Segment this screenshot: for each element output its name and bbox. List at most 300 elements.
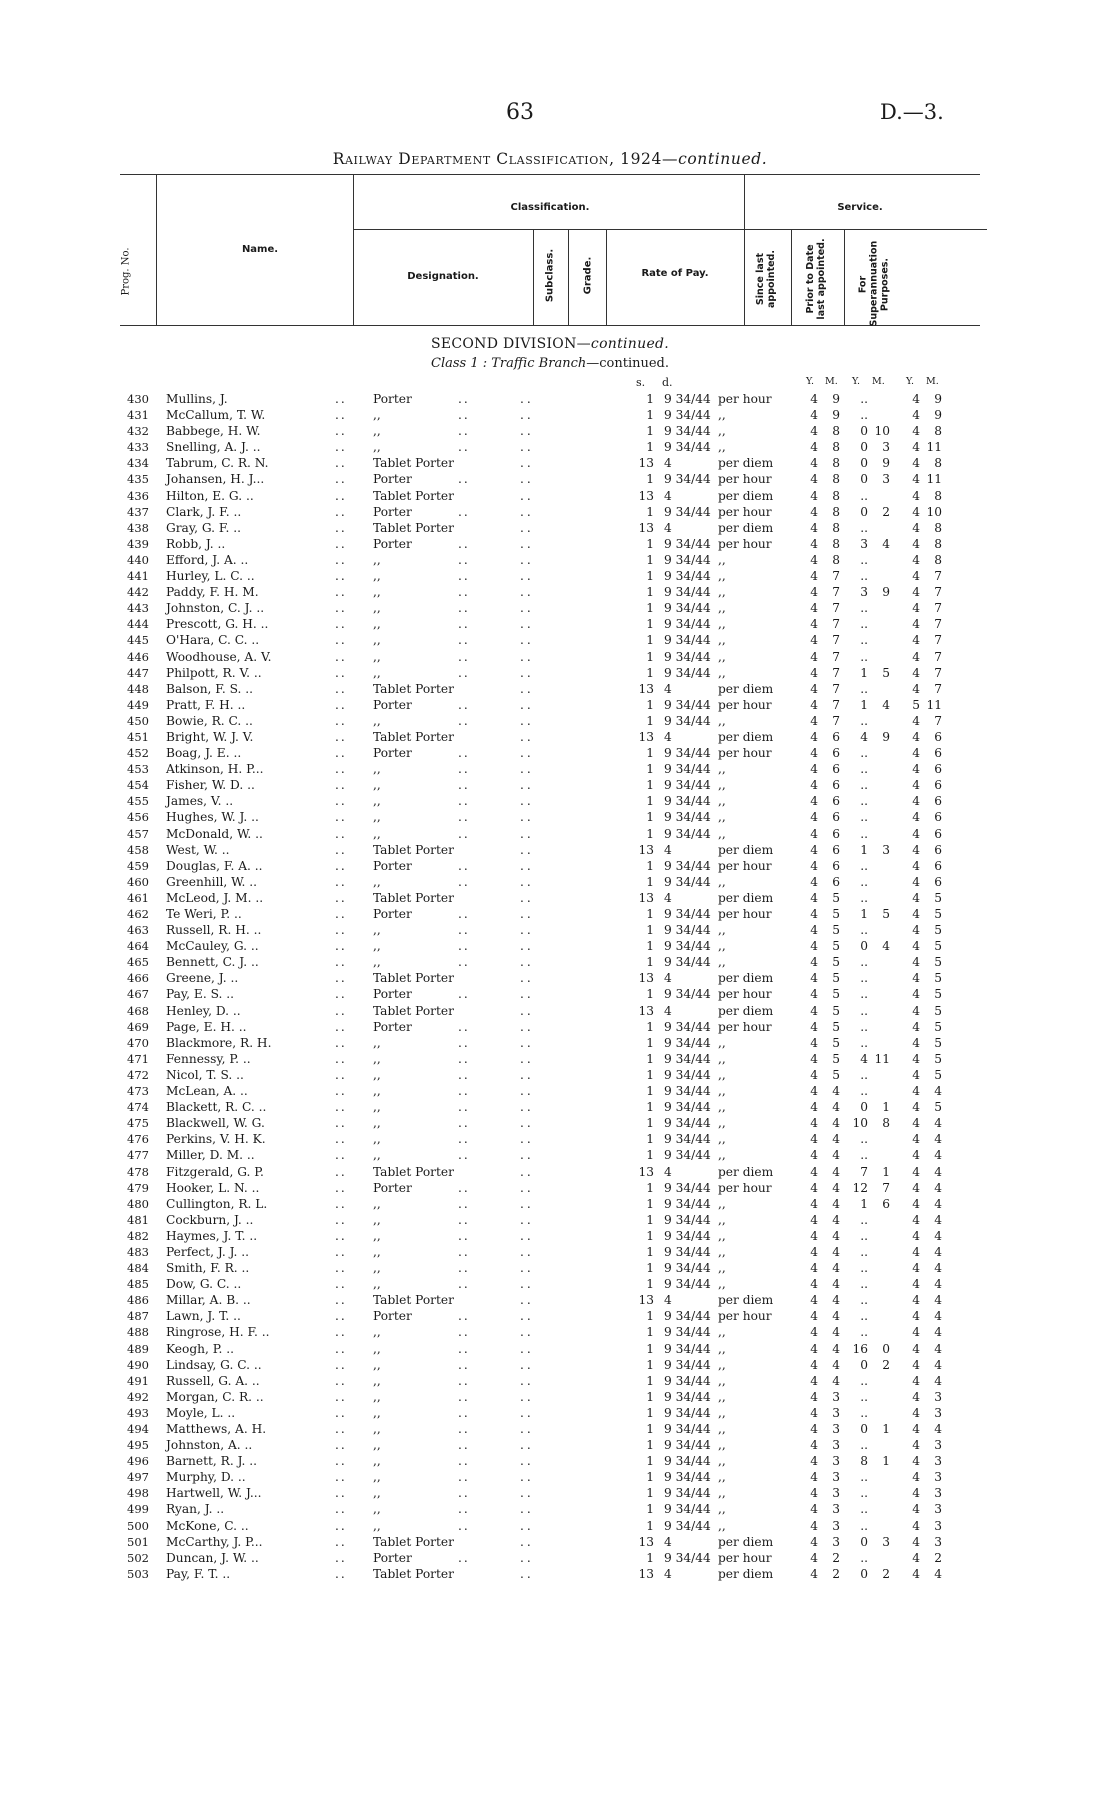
leader-dots: .. [520,1100,534,1115]
since-months: 4 [832,1100,840,1115]
rate-pence: 9 34/44 [664,987,711,1002]
prog-no: 476 [127,1132,149,1147]
prior-months: 10 [874,424,890,439]
leader-dots: .. [335,842,347,857]
header-prog-no: Prog. No. [120,247,132,296]
designation: ,, [373,713,381,728]
rate-shillings: 1 [646,907,654,921]
rate-pence: 9 34/44 [664,1309,711,1324]
leader-dots: .. [335,697,347,712]
since-years: 4 [810,890,818,905]
since-months: 7 [832,601,840,616]
super-months: 7 [934,633,942,648]
table-row [120,1067,980,1083]
staff-name: Millar, A. B. .. [166,1293,251,1308]
prog-no: 492 [127,1389,149,1404]
table-row [120,423,980,439]
since-years: 4 [810,1518,818,1533]
rate-pence: 4 [664,520,672,535]
super-months: 7 [934,585,942,600]
rate-period: ,, [718,1116,726,1131]
designation: Tablet Porter [373,520,454,535]
header-vline [791,230,792,326]
prior-years: .. [860,1293,868,1308]
prior-months: 1 [882,1164,890,1179]
prog-no: 481 [127,1212,149,1227]
branch-name: Traffic Branch [491,356,587,371]
table-row [120,1534,980,1550]
prior-years: .. [860,1309,868,1324]
designation: ,, [373,955,381,970]
staff-name: Haymes, J. T. .. [166,1228,258,1243]
table-row [120,1099,980,1115]
rate-pence: 9 34/44 [664,810,711,825]
leader-dots: .. [458,1019,470,1034]
prog-no: 456 [127,810,149,825]
super-months: 4 [934,1148,942,1163]
table-row [120,1051,980,1067]
rate-pence: 9 34/44 [664,408,711,423]
since-months: 6 [832,858,840,873]
leader-dots: .. [458,649,470,664]
prior-months: 6 [882,1196,890,1211]
leader-dots: .. [520,1277,534,1292]
super-months: 4 [934,1116,942,1131]
designation: ,, [373,633,381,648]
rate-period: ,, [718,617,726,632]
super-years: 4 [912,842,920,857]
designation: ,, [373,1116,381,1131]
rate-period: per diem [718,1293,774,1308]
prog-no: 454 [127,778,149,793]
since-years: 4 [810,1325,818,1340]
prior-years: .. [860,1003,868,1018]
designation: ,, [373,1132,381,1147]
staff-name: Blackett, R. C. .. [166,1100,267,1115]
leader-dots: .. [458,1309,470,1324]
prior-months: 1 [882,1454,890,1469]
super-years: 4 [912,681,920,696]
super-months: 5 [934,1003,942,1018]
super-years: 4 [912,1502,920,1517]
rate-shillings: 1 [646,874,654,889]
prior-years: 1 [860,1196,868,1211]
table-row [120,842,980,858]
leader-dots: .. [520,1164,534,1179]
prior-years: 0 [860,1357,868,1372]
leader-dots: .. [458,1228,470,1243]
rate-period: ,, [718,1277,726,1292]
leader-dots: .. [335,1212,347,1227]
rate-shillings: 13 [638,971,654,986]
leader-dots: .. [520,762,534,777]
prog-no: 440 [127,552,149,567]
rate-period: per diem [718,729,774,744]
since-months: 7 [832,681,840,696]
rate-period: ,, [718,874,726,889]
rate-shillings: 13 [638,1003,654,1018]
leader-dots: .. [335,665,347,680]
leader-dots: .. [520,392,534,406]
leader-dots: .. [458,923,470,938]
leader-dots: .. [520,504,534,519]
rate-pence: 9 34/44 [664,1261,711,1276]
designation: ,, [373,1518,381,1533]
super-months: 8 [934,456,942,471]
since-months: 3 [832,1438,840,1453]
table-row [120,938,980,954]
super-years: 4 [912,907,920,921]
super-years: 4 [912,1309,920,1324]
prior-years: 1 [860,665,868,680]
leader-dots: .. [335,536,347,551]
prog-no: 483 [127,1244,149,1259]
rate-pence: 9 34/44 [664,392,711,406]
header-vline [353,174,354,326]
division-subtitle [300,356,800,371]
leader-dots: .. [335,1116,347,1131]
table-row [120,1180,980,1196]
super-months: 7 [934,617,942,632]
since-years: 4 [810,665,818,680]
prior-months: 4 [882,697,890,712]
staff-name: Robb, J. .. [166,536,226,551]
prior-years: .. [860,1550,868,1565]
prog-no: 443 [127,601,149,616]
rate-shillings: 1 [646,472,654,487]
super-months: 4 [934,1357,942,1372]
since-years: 4 [810,907,818,921]
rate-shillings: 13 [638,729,654,744]
prog-no: 441 [127,569,149,584]
since-years: 4 [810,842,818,857]
prior-months: 3 [882,472,890,487]
rate-pence: 4 [664,456,672,471]
prog-no: 500 [127,1518,149,1533]
prog-no: 474 [127,1100,149,1115]
prior-years: .. [860,987,868,1002]
rate-pence: 9 34/44 [664,552,711,567]
header-name: Name. [241,244,279,255]
rate-shillings: 1 [646,1261,654,1276]
table-row [120,1389,980,1405]
leader-dots: .. [458,1261,470,1276]
super-months: 4 [934,1309,942,1324]
designation: Tablet Porter [373,729,454,744]
rate-pence: 4 [664,1534,672,1549]
since-years: 4 [810,1277,818,1292]
leader-dots: .. [335,762,347,777]
prog-no: 491 [127,1373,149,1388]
rate-period: ,, [718,552,726,567]
unit-prior-m: M. [872,376,885,387]
leader-dots: .. [458,1341,470,1356]
table-row [120,536,980,552]
rate-pence: 9 34/44 [664,923,711,938]
super-years: 4 [912,1132,920,1147]
since-years: 4 [810,408,818,423]
since-months: 3 [832,1502,840,1517]
since-months: 4 [832,1164,840,1179]
since-months: 8 [832,424,840,439]
staff-name: Perfect, J. J. .. [166,1244,250,1259]
rate-pence: 9 34/44 [664,1518,711,1533]
rate-shillings: 1 [646,408,654,423]
staff-name: Pay, F. T. .. [166,1566,231,1581]
leader-dots: .. [520,1035,534,1050]
leader-dots: .. [458,1357,470,1372]
leader-dots: .. [520,1470,534,1485]
designation: Porter [373,1309,412,1324]
rate-period: per diem [718,488,774,503]
super-years: 4 [912,1180,920,1195]
leader-dots: .. [335,617,347,632]
header-classification: Classification. [510,202,590,213]
prior-years: .. [860,520,868,535]
super-years: 4 [912,1228,920,1243]
designation: ,, [373,1100,381,1115]
prior-months: 2 [882,1566,890,1581]
leader-dots: .. [520,408,534,423]
leader-dots: .. [458,1502,470,1517]
since-months: 5 [832,1019,840,1034]
leader-dots: .. [520,1180,534,1195]
leader-dots: .. [458,907,470,921]
super-years: 4 [912,987,920,1002]
prog-no: 450 [127,713,149,728]
since-years: 4 [810,424,818,439]
rate-shillings: 1 [646,1100,654,1115]
prior-years: .. [860,1035,868,1050]
super-years: 4 [912,1454,920,1469]
leader-dots: .. [335,504,347,519]
leader-dots: .. [520,697,534,712]
staff-name: Fitzgerald, G. P. [166,1164,264,1179]
leader-dots: .. [335,729,347,744]
prior-years: .. [860,1502,868,1517]
leader-dots: .. [458,826,470,841]
leader-dots: .. [520,1261,534,1276]
rate-pence: 9 34/44 [664,1132,711,1147]
staff-name: Babbege, H. W. [166,424,261,439]
super-years: 4 [912,1261,920,1276]
table-row [120,713,980,729]
designation: ,, [373,1405,381,1420]
leader-dots: .. [458,392,470,406]
prog-no: 498 [127,1486,149,1501]
leader-dots: .. [520,1389,534,1404]
prior-years: 12 [852,1180,868,1195]
header-vline [568,230,569,326]
leader-dots: .. [520,1116,534,1131]
prior-years: .. [860,681,868,696]
rate-pence: 9 34/44 [664,1422,711,1436]
since-months: 9 [832,392,840,406]
super-years: 4 [912,1438,920,1453]
super-years: 4 [912,1277,920,1292]
rate-pence: 9 34/44 [664,1454,711,1469]
since-years: 4 [810,778,818,793]
table-row [120,1324,980,1340]
rate-pence: 9 34/44 [664,569,711,584]
designation: ,, [373,1261,381,1276]
rate-period: ,, [718,585,726,600]
leader-dots: .. [458,1116,470,1131]
leader-dots: .. [335,810,347,825]
rate-pence: 9 34/44 [664,1100,711,1115]
since-months: 8 [832,456,840,471]
staff-name: Miller, D. M. .. [166,1148,255,1163]
rate-pence: 9 34/44 [664,762,711,777]
rate-pence: 9 34/44 [664,1277,711,1292]
leader-dots: .. [458,939,470,954]
designation: Porter [373,907,412,921]
leader-dots: .. [335,552,347,567]
prior-months: 8 [882,1116,890,1131]
super-months: 6 [934,826,942,841]
since-years: 4 [810,440,818,455]
since-months: 5 [832,1067,840,1082]
header-top-rule [120,174,980,175]
leader-dots: .. [458,1373,470,1388]
leader-dots: .. [520,617,534,632]
staff-name: McLean, A. .. [166,1084,248,1099]
super-months: 9 [934,392,942,406]
designation: ,, [373,424,381,439]
super-months: 5 [934,1100,942,1115]
rate-period: ,, [718,1084,726,1099]
rate-pence: 9 34/44 [664,617,711,632]
staff-name: McLeod, J. M. .. [166,890,264,905]
staff-name: Paddy, F. H. M. [166,585,259,600]
rate-pence: 9 34/44 [664,1486,711,1501]
super-months: 4 [934,1373,942,1388]
prior-years: .. [860,633,868,648]
since-years: 4 [810,1003,818,1018]
leader-dots: .. [520,1373,534,1388]
leader-dots: .. [458,1422,470,1436]
super-years: 4 [912,794,920,809]
prior-years: 3 [860,536,868,551]
prior-years: .. [860,601,868,616]
rate-pence: 9 34/44 [664,778,711,793]
super-months: 4 [934,1325,942,1340]
rate-shillings: 1 [646,1470,654,1485]
header-for-super: For Superannuation Purposes. [857,240,891,327]
table-row [120,1421,980,1437]
prog-no: 446 [127,649,149,664]
super-months: 6 [934,874,942,889]
super-months: 4 [934,1180,942,1195]
designation: ,, [373,939,381,954]
page-number: 63 [506,100,534,125]
prior-years: .. [860,408,868,423]
super-months: 7 [934,649,942,664]
designation: ,, [373,585,381,600]
since-years: 4 [810,697,818,712]
table-row [120,520,980,536]
header-bottom-rule [120,325,980,326]
table-row [120,1373,980,1389]
rate-pence: 9 34/44 [664,939,711,954]
super-years: 4 [912,488,920,503]
prior-years: 0 [860,1100,868,1115]
since-years: 4 [810,536,818,551]
since-months: 6 [832,810,840,825]
leader-dots: .. [520,1051,534,1066]
table-row [120,1035,980,1051]
since-years: 4 [810,1244,818,1259]
rate-shillings: 1 [646,1309,654,1324]
since-months: 5 [832,955,840,970]
prior-years: .. [860,1486,868,1501]
since-years: 4 [810,1019,818,1034]
super-months: 2 [934,1550,942,1565]
since-years: 4 [810,1486,818,1501]
table-row [120,568,980,584]
table-row [120,439,980,455]
super-years: 4 [912,1405,920,1420]
since-months: 5 [832,939,840,954]
super-years: 4 [912,1373,920,1388]
staff-name: Lawn, J. T. .. [166,1309,241,1324]
since-years: 4 [810,1470,818,1485]
designation: Porter [373,1550,412,1565]
leader-dots: .. [335,408,347,423]
leader-dots: .. [335,1180,347,1195]
since-years: 4 [810,1084,818,1099]
rate-period: ,, [718,1132,726,1147]
since-months: 6 [832,842,840,857]
super-years: 4 [912,810,920,825]
prog-no: 455 [127,794,149,809]
prog-no: 503 [127,1566,149,1581]
super-years: 4 [912,939,920,954]
rate-period: ,, [718,665,726,680]
leader-dots: .. [520,826,534,841]
prior-months: 11 [874,1051,890,1066]
super-years: 4 [912,1534,920,1549]
super-months: 7 [934,681,942,696]
since-months: 5 [832,1035,840,1050]
leader-dots: .. [458,552,470,567]
since-years: 4 [810,923,818,938]
leader-dots: .. [335,392,347,406]
super-months: 4 [934,1132,942,1147]
table-row [120,407,980,423]
rate-period: per diem [718,520,774,535]
rate-period: ,, [718,1212,726,1227]
staff-name: Mullins, J. [166,392,228,406]
prog-no: 495 [127,1438,149,1453]
designation: ,, [373,1084,381,1099]
leader-dots: .. [520,681,534,696]
designation: Porter [373,746,412,761]
table-row [120,1147,980,1163]
table-row [120,986,980,1002]
prog-no: 477 [127,1148,149,1163]
designation: ,, [373,1196,381,1211]
prog-no: 448 [127,681,149,696]
rate-shillings: 1 [646,1325,654,1340]
staff-name: Johnston, C. J. .. [166,601,265,616]
rate-pence: 9 34/44 [664,633,711,648]
designation: ,, [373,408,381,423]
rate-period: ,, [718,1325,726,1340]
designation: Porter [373,504,412,519]
since-months: 9 [832,408,840,423]
prog-no: 435 [127,472,149,487]
